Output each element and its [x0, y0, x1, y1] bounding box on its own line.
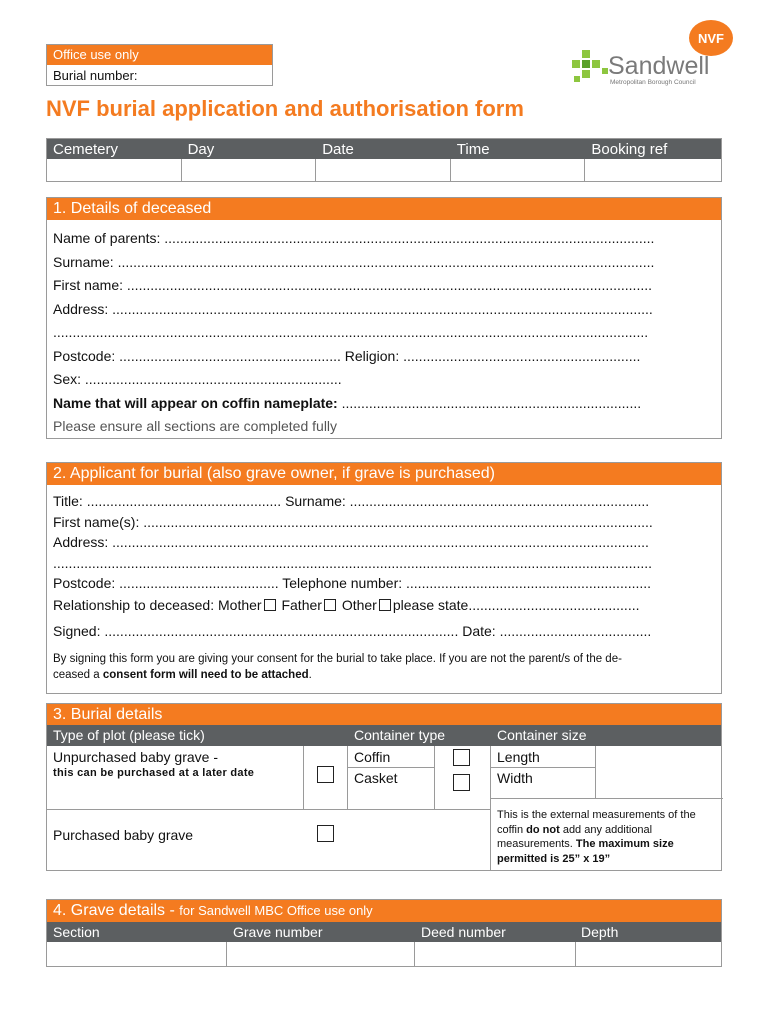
signed-date-field[interactable]: Signed: ........................................................................................... Date: ....................................... [53, 622, 652, 639]
booking-header-cemetery: Cemetery [53, 141, 119, 158]
deceased-surname-field[interactable]: Surname: .......................................................................................................................................... [53, 253, 655, 270]
relationship-label: Relationship to deceased: Mother [53, 596, 262, 613]
section-4-title [47, 900, 721, 922]
father-label: Father [281, 596, 322, 613]
grid-divider [434, 746, 435, 809]
section-3-title: 3. Burial details [47, 704, 721, 725]
depth-field[interactable] [576, 942, 721, 966]
section-1-deceased [46, 197, 722, 439]
casket-checkbox[interactable] [453, 774, 470, 791]
cemetery-field[interactable] [47, 159, 182, 181]
purchased-checkbox[interactable] [317, 825, 334, 842]
consent-start: ceased a [53, 668, 103, 681]
date-field[interactable] [316, 159, 451, 181]
grave-header-row [47, 922, 721, 942]
grid-divider [491, 767, 595, 768]
logo-subtitle: Metropolitan Borough Council [610, 79, 696, 86]
booking-ref-field[interactable] [585, 159, 721, 181]
section-2-applicant [46, 462, 722, 694]
grid-divider [491, 798, 723, 799]
consent-end: . [308, 668, 312, 681]
sandwell-logo [572, 50, 722, 90]
father-checkbox[interactable] [324, 599, 336, 611]
relationship-row [53, 596, 715, 623]
coffin-label: Coffin [354, 749, 391, 765]
completion-note: Please ensure all sections are completed fully [53, 418, 338, 434]
width-label: Width [497, 770, 533, 786]
grave-header-section: Section [53, 924, 100, 940]
unpurchased-note: this can be purchased at a later date [53, 767, 255, 779]
container-size-header: Container size [497, 727, 587, 743]
grid-divider [347, 746, 348, 809]
consent-bold: consent form will need to be attached [102, 668, 309, 681]
casket-label: Casket [354, 770, 398, 786]
time-field[interactable] [451, 159, 586, 181]
other-label: Other [341, 596, 377, 613]
plot-type-header: Type of plot (please tick) [53, 727, 205, 743]
grid-divider [303, 746, 304, 809]
logo-name: Sandwell [608, 52, 710, 80]
booking-header-day: Day [187, 141, 215, 158]
container-type-header: Container type [354, 727, 446, 743]
booking-table [46, 138, 722, 182]
purchased-label: Purchased baby grave [53, 827, 194, 843]
applicant-address-line2-field[interactable]: .......................................................................................................................................................... [53, 554, 653, 571]
section-4-title-main: 4. Grave details - [53, 902, 180, 919]
width-field[interactable] [596, 768, 723, 798]
consent-line-2 [53, 667, 715, 683]
section-field[interactable] [47, 942, 227, 966]
unpurchased-label: Unpurchased baby grave - [53, 749, 218, 765]
form-title: NVF burial application and authorisation form [46, 96, 524, 121]
booking-header-row [47, 139, 721, 159]
deceased-parents-field[interactable]: Name of parents: .............................................................................................................................. [53, 230, 655, 246]
consent-line-1: By signing this form you are giving your consent for the burial to take place. If you are not the parent/s of the de- [53, 652, 622, 665]
applicant-postcode-phone-field[interactable]: Postcode: ......................................... Telephone number: ............................................................... [53, 575, 652, 591]
logo-mark-icon [572, 50, 612, 86]
coffin-checkbox[interactable] [453, 749, 470, 766]
measurement-text-1: This is the external measurements of the coffin [497, 809, 696, 836]
length-field[interactable] [596, 746, 723, 767]
deceased-firstname-field[interactable]: First name: ....................................................................................................................................... [53, 277, 653, 293]
deceased-sex-field[interactable]: Sex: .................................................................. [53, 371, 342, 387]
measurement-max-size: The maximum size permitted is 25” x 19” [497, 838, 674, 865]
measurement-note [497, 808, 719, 866]
applicant-firstname-field[interactable]: First name(s): ................................................................................................................................... [53, 513, 653, 530]
grid-divider [47, 809, 490, 810]
unpurchased-checkbox[interactable] [317, 766, 334, 783]
consent-text [53, 651, 715, 683]
other-checkbox[interactable] [379, 599, 391, 611]
nvf-badge-text: NVF [698, 30, 724, 46]
day-field[interactable] [182, 159, 317, 181]
deed-number-field[interactable] [415, 942, 576, 966]
grid-divider [347, 767, 434, 768]
office-use-box [46, 44, 273, 86]
deceased-postcode-religion-field[interactable]: Postcode: ......................................................... Religion: ............................................................. [53, 347, 641, 364]
section-1-title: 1. Details of deceased [47, 198, 721, 220]
measurement-do-not: do not [526, 823, 560, 836]
section-4-title-small: for Sandwell MBC Office use only [179, 903, 373, 918]
section-3-burial [46, 703, 722, 871]
burial-header-row [47, 725, 721, 746]
grave-header-number: Grave number [233, 924, 323, 940]
grave-input-row [47, 942, 721, 966]
length-label: Length [497, 749, 540, 765]
booking-input-row [47, 159, 721, 181]
deceased-address-field[interactable]: Address: ........................................................................................................................................... [53, 300, 653, 317]
booking-header-date: Date [322, 141, 354, 158]
grave-header-deed: Deed number [421, 924, 506, 940]
grave-header-depth: Depth [581, 924, 619, 940]
grave-number-field[interactable] [227, 942, 415, 966]
booking-header-ref: Booking ref [591, 141, 668, 158]
office-use-label: Office use only [47, 45, 272, 65]
burial-number-field[interactable]: Burial number: [53, 68, 138, 83]
grid-divider [490, 746, 491, 871]
measurement-text-2: add any additional measurements. [497, 823, 653, 850]
booking-header-time: Time [456, 141, 490, 158]
nameplate-field[interactable] [53, 395, 715, 419]
please-state-field[interactable]: please state............................................ [392, 596, 640, 613]
nameplate-dots: ............................................................................. [337, 394, 642, 411]
nameplate-label: Name that will appear on coffin nameplate: [53, 394, 338, 411]
section-4-grave [46, 899, 722, 967]
applicant-title-surname-field[interactable]: Title: .................................................. Surname: ............................................................................. [53, 493, 650, 509]
applicant-address-field[interactable]: Address: .......................................................................................................................................... [53, 534, 649, 550]
section-2-title: 2. Applicant for burial (also grave owner, if grave is purchased) [47, 463, 721, 485]
deceased-address-line2-field[interactable]: ......................................................................................................................................................... [53, 324, 649, 340]
mother-checkbox[interactable] [264, 599, 276, 611]
